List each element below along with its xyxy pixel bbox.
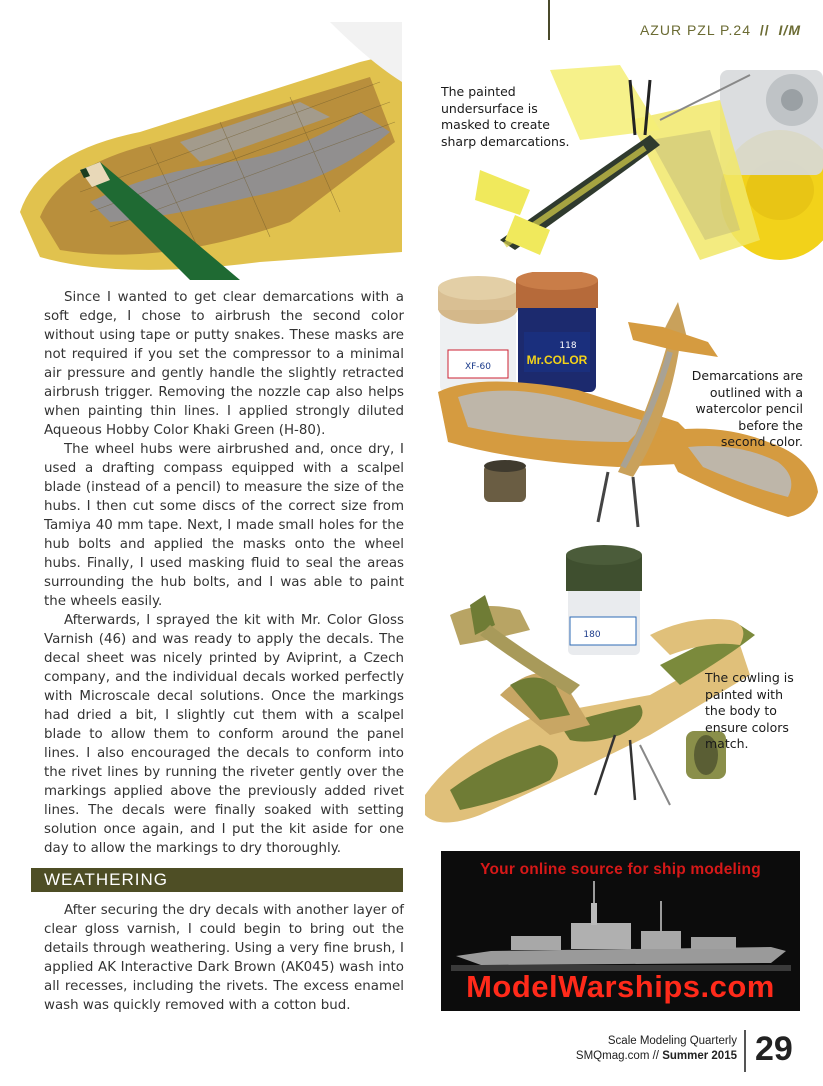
footer-credits <box>576 1034 737 1064</box>
magazine-logo: I/M <box>778 22 801 38</box>
paragraph-wheel-hubs: The wheel hubs were airbrushed and, once dry, I used a drafting compass equipped with a scalpel blade (instead of a pencil) to measure the size of the hubs. I then cut some discs of the correct size from Tamiya 40 mm tape. Next, I made small holes for the hub bolts and applied the masks onto the wheel hubs. Finally, I used masking fluid to seal the areas surrounding the hub bolts, and I was able to paint the wheels easily. <box>44 442 404 609</box>
photo-wing-pencil <box>0 22 402 280</box>
running-header <box>640 22 801 38</box>
ad-tagline: Your online source for ship modeling <box>480 861 761 878</box>
jar-mrcolor-label: Mr.COLOR <box>526 353 588 367</box>
caption-cowling: The cowling is painted with the body to ensure colors match. <box>705 670 794 751</box>
caption-masking: The painted undersurface is masked to create sharp demarcations. <box>441 84 570 149</box>
header-title: AZUR PZL P.24 <box>639 22 751 38</box>
section-heading: WEATHERING <box>44 870 168 889</box>
jar-mrcolor-number: 118 <box>559 341 577 351</box>
paragraph-masks: Since I wanted to get clear demarcations with a soft edge, I chose to airbrush the second color without using tape or putty snakes. These masks are not required if you set the compressor to a minimal air pressure and gently handle the slightly retracted airbrush trigger. Removing the nozzle cap also helps when painting thin lines. I applied strongly diluted Aqueous Hobby Color Khaki Green (H-80). <box>44 290 404 438</box>
caption-demarcations: Demarcations are outlined with a watercolor pencil before the second color. <box>691 368 803 449</box>
footer-issue: Summer 2015 <box>662 1050 737 1062</box>
page-number: 29 <box>755 1030 793 1068</box>
paragraph-weathering: After securing the dry decals with another layer of clear gloss varnish, I could begin to bring out the details through weathering. Using a very fine brush, I applied AK Interactive Dark Brown (AK045) wash into all recesses, including the rivets. The excess enamel wash was quickly removed with a cotton bud. <box>44 903 404 1013</box>
header-separator: // <box>759 22 770 38</box>
section-heading-bar <box>31 868 403 892</box>
footer-issue-line <box>576 1049 737 1064</box>
footer-site: SMQmag.com // <box>575 1050 659 1062</box>
photo-masked-plane <box>420 40 823 270</box>
ad-brand[interactable]: ModelWarships.com <box>466 969 775 1004</box>
weathering-body <box>44 901 404 1015</box>
jar-tamiya-label: XF-60 <box>464 362 492 372</box>
advertisement-banner[interactable] <box>441 851 800 1011</box>
footer-magazine: Scale Modeling Quarterly <box>607 1035 737 1047</box>
paragraph-decals: Afterwards, I sprayed the kit with Mr. Color Gloss Varnish (46) and was ready to apply the decals. The decal sheet was nicely printed by Aviprint, a Czech company, and the individual decals worked perfectly with Microscale decal solutions. Once the markings had dried a bit, I slightly cut them with a scalpel blade to allow them to conform around the panel lines. I also encouraged the decals to conform into the rivet lines by running the riveter gently over the markings applied above the previously added rivet lines. The decals were finally soaked with setting solution once again, and I put the kit aside for one day to allow the markings to dry thoroughly. <box>44 613 404 856</box>
article-body <box>44 288 404 858</box>
footer-divider <box>744 1030 746 1072</box>
jar-green-number: 180 <box>583 630 601 640</box>
ship-silhouette-image <box>451 881 791 971</box>
